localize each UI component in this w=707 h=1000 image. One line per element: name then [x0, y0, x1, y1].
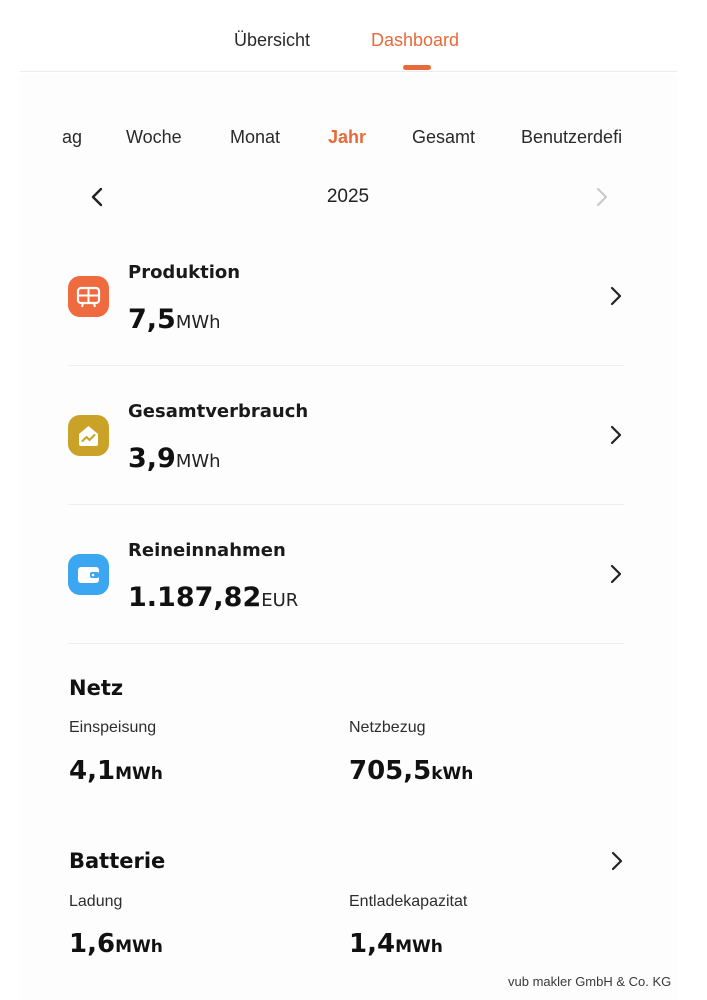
value-number: 1,4 — [349, 929, 396, 959]
chevron-right-icon[interactable] — [603, 284, 627, 308]
label-einspeisung: Einspeisung — [69, 719, 157, 736]
metric-value — [128, 582, 298, 613]
chevron-left-icon[interactable] — [86, 185, 110, 209]
chevron-right-icon[interactable] — [604, 849, 628, 873]
chevron-right-icon[interactable] — [603, 562, 627, 586]
label-netzbezug: Netzbezug — [349, 719, 426, 736]
metric-number: 1.187,82 — [128, 582, 262, 613]
value-number: 4,1 — [69, 756, 116, 786]
period-tab-monat[interactable]: Monat — [230, 127, 281, 147]
value-ladung — [69, 929, 163, 959]
tab-uebersicht[interactable]: Übersicht — [234, 30, 311, 50]
value-number: 705,5 — [349, 756, 432, 786]
period-tab-tag[interactable]: ag — [62, 127, 83, 147]
value-unit: MWh — [395, 937, 443, 957]
chevron-right-icon[interactable] — [589, 185, 613, 209]
label-ladung: Ladung — [69, 893, 123, 910]
metric-title: Reineinnahmen — [128, 540, 286, 561]
header-divider — [20, 71, 677, 72]
metric-unit: EUR — [261, 590, 299, 611]
watermark-text: vub makler GmbH & Co. KG — [508, 974, 672, 989]
metric-title: Gesamtverbrauch — [128, 401, 309, 422]
period-tab-gesamt[interactable]: Gesamt — [412, 127, 476, 147]
section-title-netz: Netz — [69, 676, 124, 700]
home-chart-icon — [68, 415, 109, 456]
value-netzbezug — [349, 756, 473, 786]
label-entladekapazitat: Entladekapazitat — [349, 893, 468, 910]
wallet-icon — [68, 554, 109, 595]
metric-unit: MWh — [175, 451, 221, 472]
year-label: 2025 — [326, 186, 370, 207]
period-tab-benutzerdefiniert[interactable]: Benutzerdefi — [521, 127, 623, 147]
chevron-right-icon[interactable] — [603, 423, 627, 447]
value-unit: MWh — [115, 764, 163, 784]
metric-value — [128, 443, 221, 474]
row-divider — [68, 643, 624, 644]
solar-panel-icon — [68, 276, 109, 317]
metric-row-reineinnahmen[interactable] — [68, 540, 638, 684]
value-number: 1,6 — [69, 929, 116, 959]
metric-value — [128, 304, 221, 335]
metric-number: 3,9 — [128, 443, 176, 474]
metric-title: Produktion — [128, 262, 241, 283]
section-title-batterie[interactable]: Batterie — [69, 849, 166, 873]
period-tab-bar — [40, 112, 634, 162]
row-divider — [68, 504, 624, 505]
top-tab-bar — [0, 0, 707, 72]
value-unit: kWh — [431, 764, 474, 784]
metric-unit: MWh — [175, 312, 221, 333]
metric-row-gesamtverbrauch[interactable] — [68, 401, 638, 545]
period-tab-woche[interactable]: Woche — [126, 127, 182, 147]
value-entladekapazitat — [349, 929, 443, 959]
value-unit: MWh — [115, 937, 163, 957]
active-tab-indicator — [403, 65, 431, 70]
row-divider — [68, 365, 624, 366]
metric-number: 7,5 — [128, 304, 176, 335]
period-tab-jahr[interactable]: Jahr — [328, 127, 367, 147]
metric-row-produktion[interactable] — [68, 262, 638, 406]
tab-dashboard[interactable]: Dashboard — [371, 30, 460, 50]
value-einspeisung — [69, 756, 163, 786]
